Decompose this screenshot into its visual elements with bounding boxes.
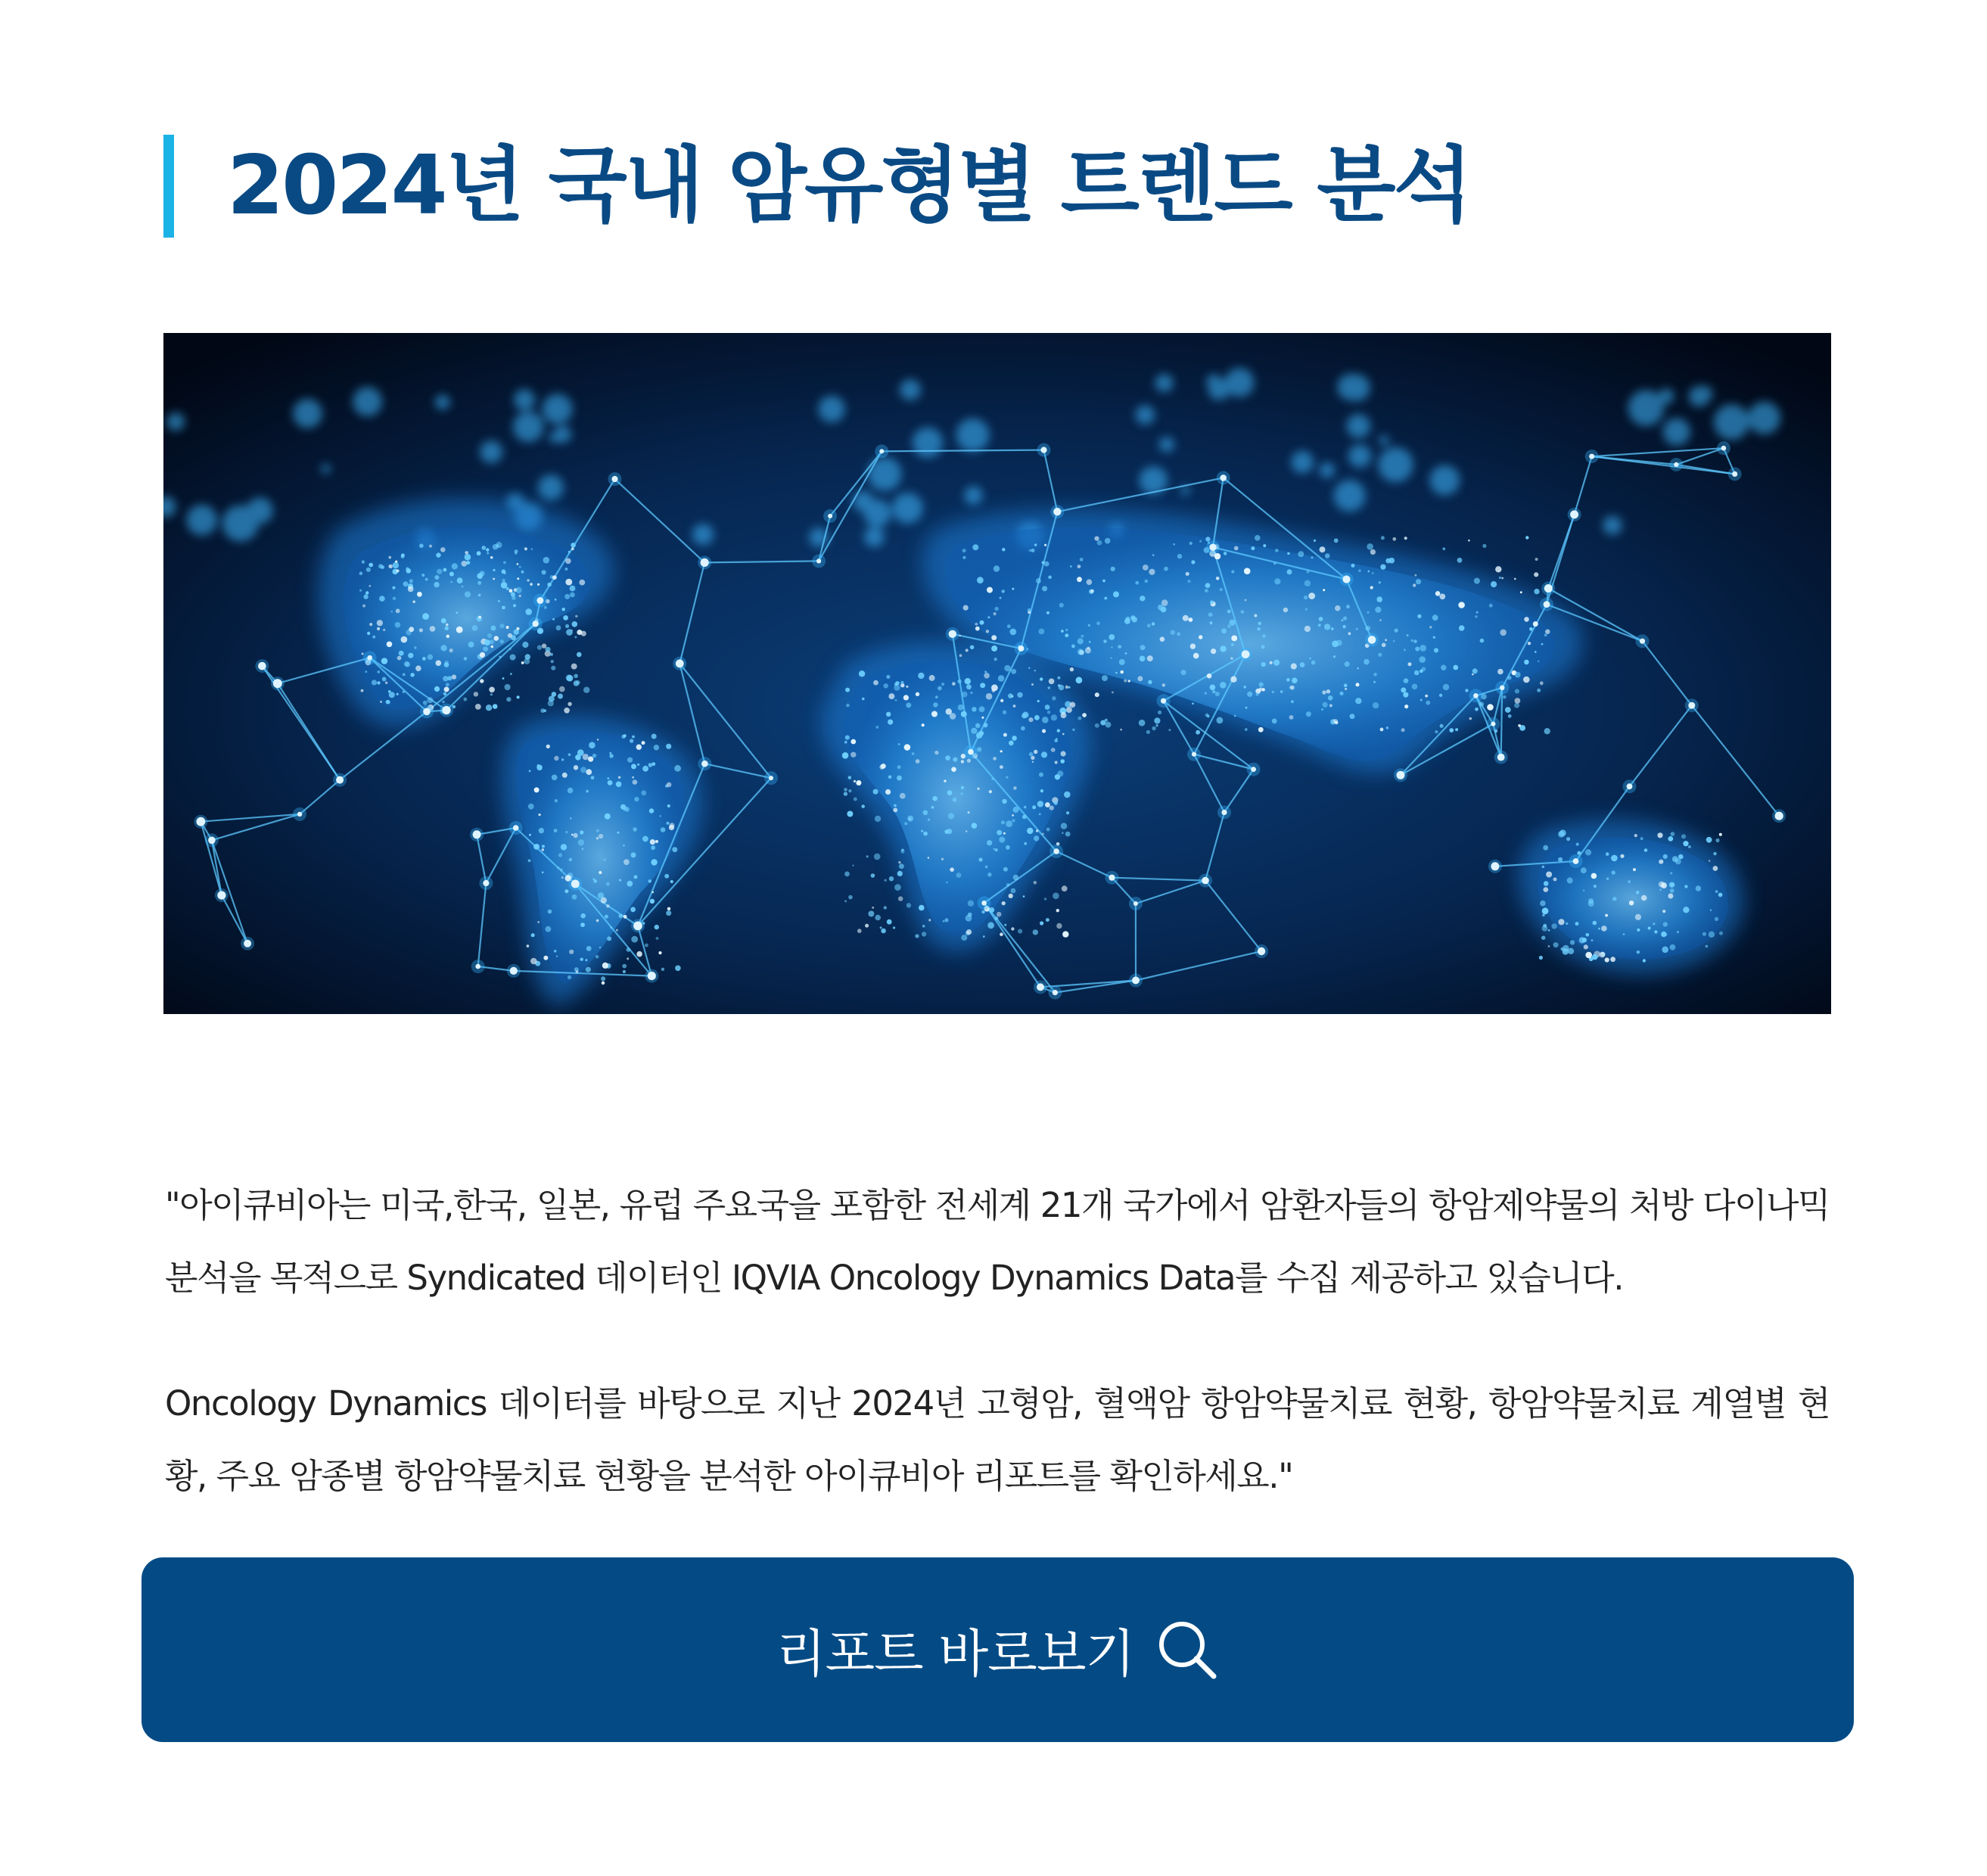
title-accent-bar [163,135,174,238]
search-icon [1155,1618,1219,1682]
description-paragraph-2: Oncology Dynamics 데이터를 바탕으로 지난 2024년 고형암, 혈액암 항암약물치료 현황, 항암약물치료 계열별 현황, 주요 암종별 항암약물치료 현황을 분석한 아이큐비아 리포트를 확인하세요." [165,1383,1830,1496]
report-description [165,1169,1830,1513]
view-report-button-label: 리포트 바로보기 [776,1624,1135,1685]
description-paragraph-1: "아이큐비아는 미국,한국, 일본, 유럽 주요국을 포함한 전세계 21개 국가에서 암환자들의 항암제약물의 처방 다이나믹 분석을 목적으로 Syndicated 데이터인 IQVIA Oncology Dynamics Data를 수집 제공하고 있습니다. [165,1185,1830,1298]
world-network-map-image [163,333,1831,1014]
page-title: 2024년 국내 암유형별 트렌드 분석 [227,138,1470,233]
view-report-button[interactable] [141,1557,1854,1742]
